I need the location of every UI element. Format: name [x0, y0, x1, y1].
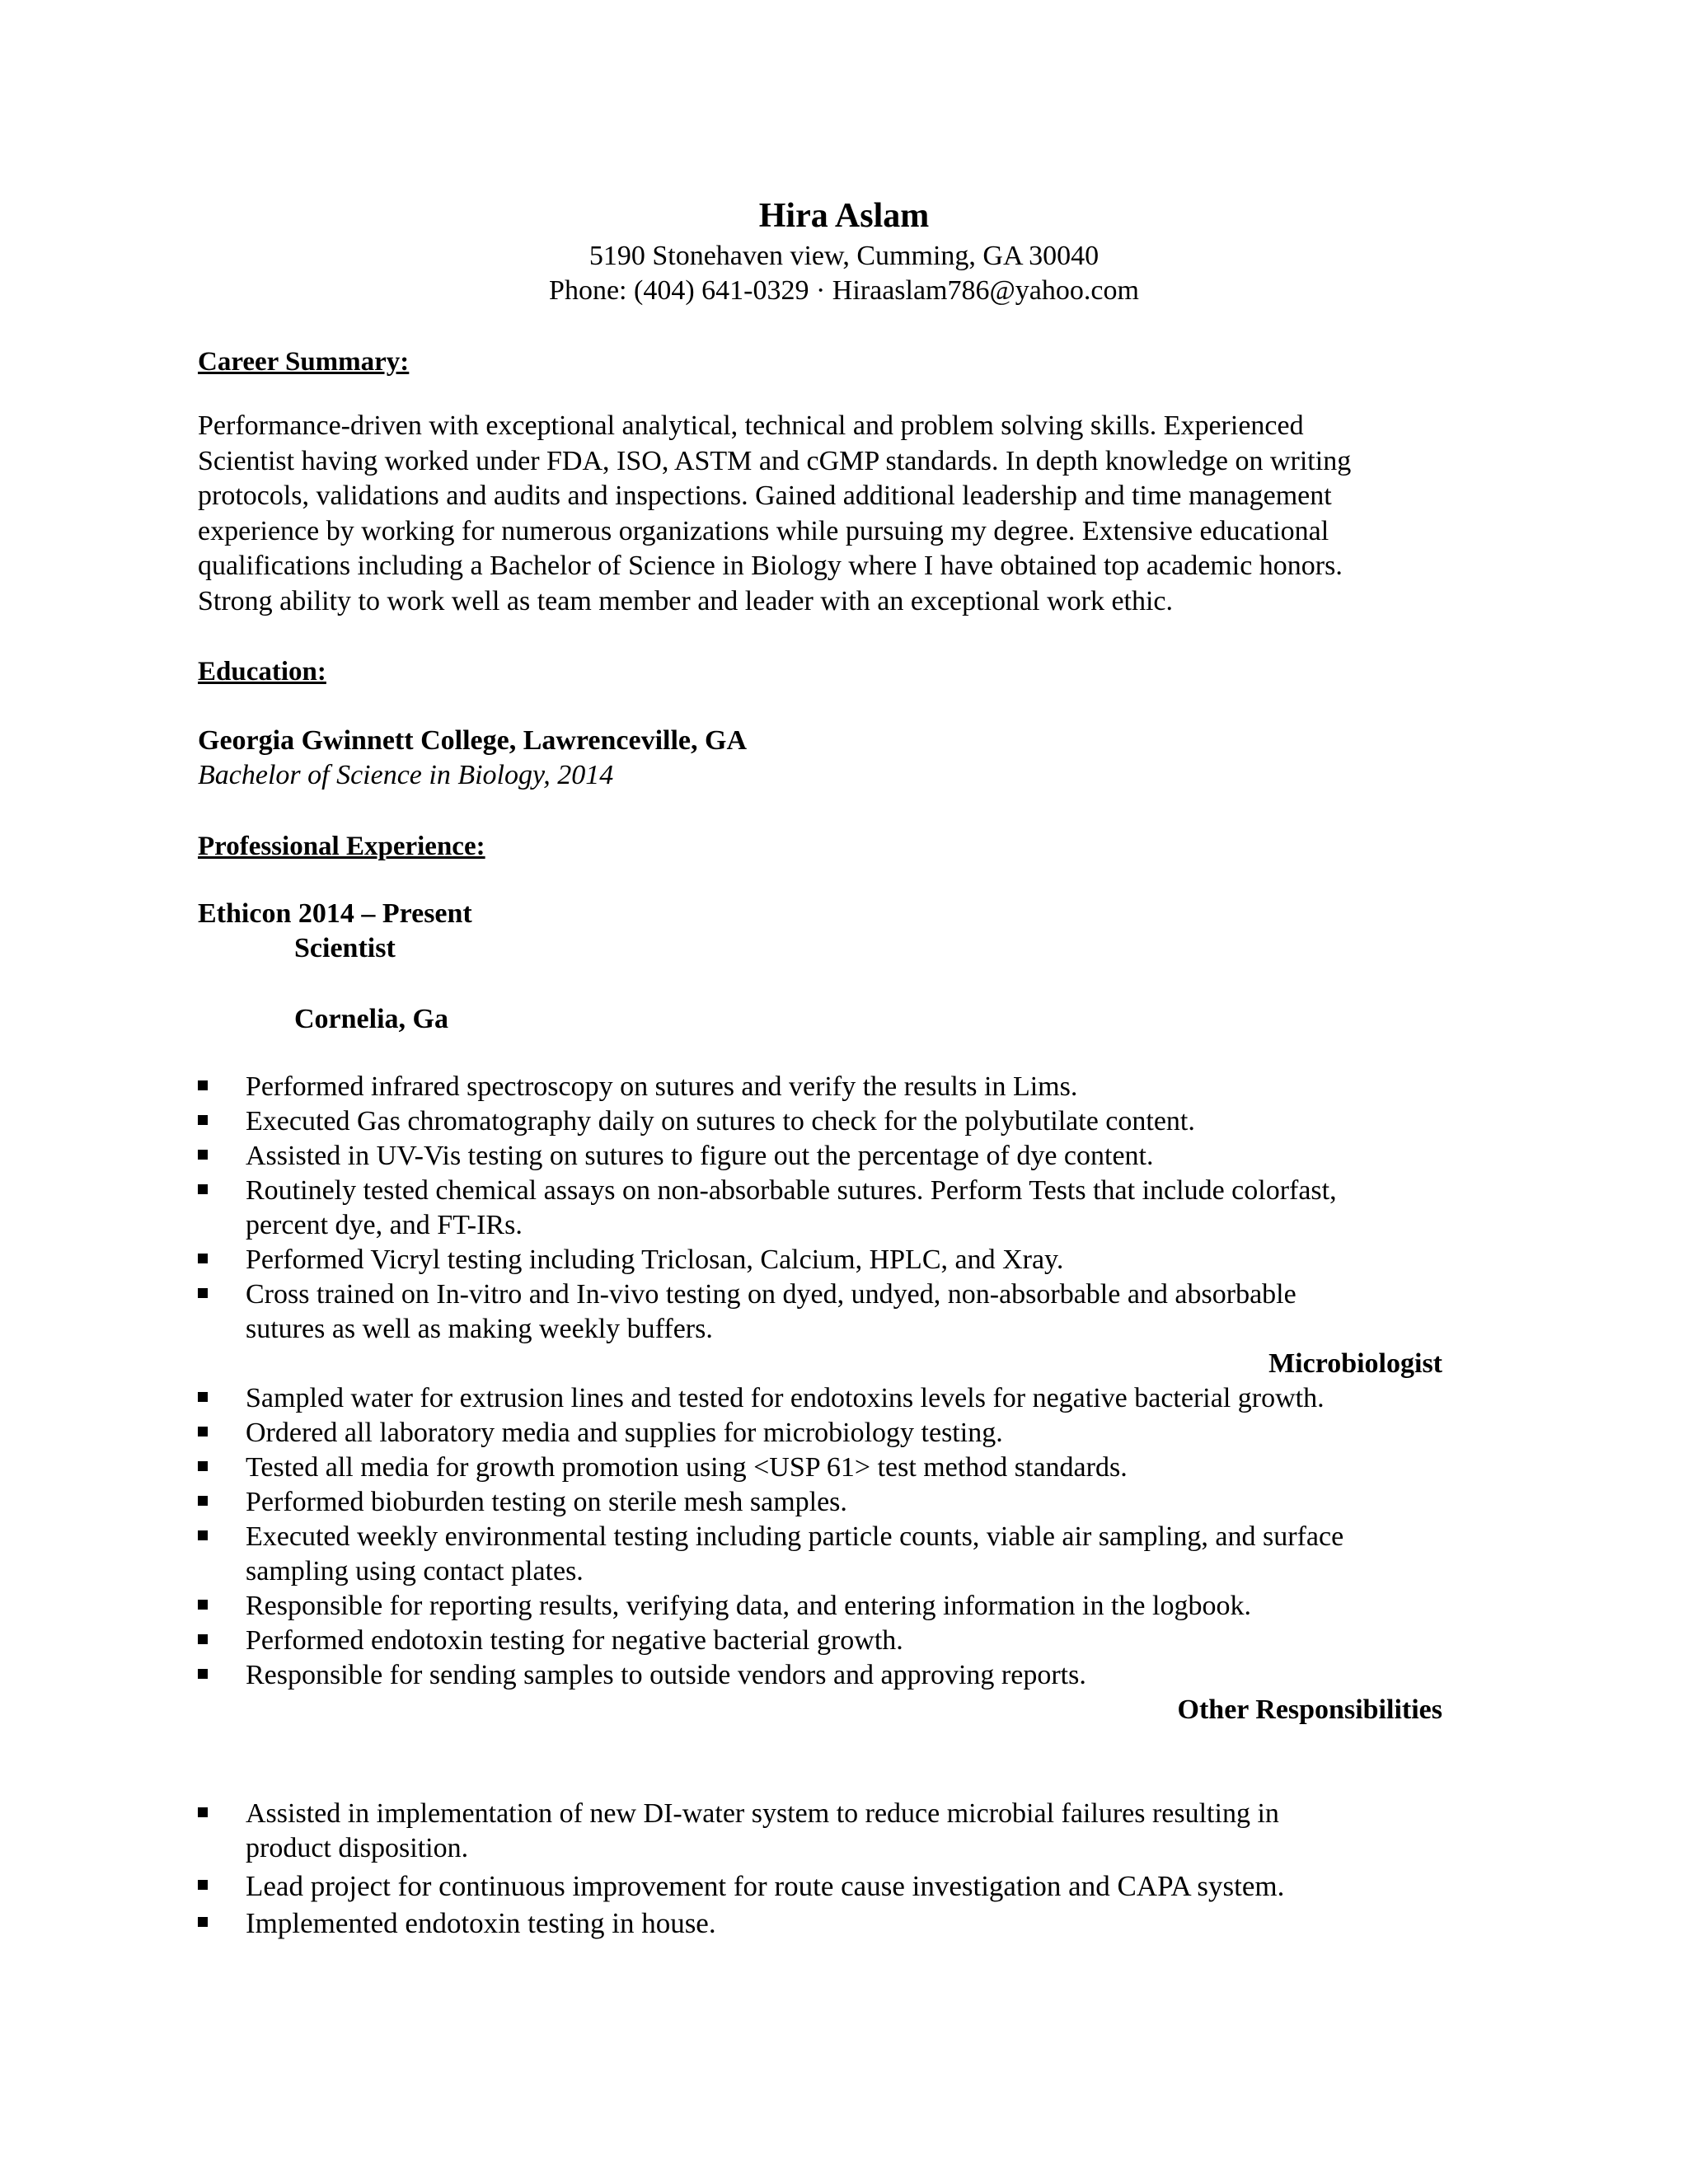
list-item: Responsible for sending samples to outside vendors and approving reports.: [198, 1658, 1484, 1693]
square-bullet-icon: [198, 1530, 208, 1540]
list-item: Lead project for continuous improvement for route cause investigation and CAPA system.: [198, 1868, 1484, 1905]
experience-heading: Professional Experience:: [198, 832, 485, 861]
square-bullet-icon: [198, 1115, 208, 1125]
employer-line: Ethicon 2014 – Present: [198, 898, 472, 929]
list-item: Executed weekly environmental testing including particle counts, viable air sampling, and surface sampling using contact plates.: [198, 1520, 1484, 1589]
summary-line: Performance-driven with exceptional analytical, technical and problem solving skills. Experienced: [198, 410, 1304, 441]
list-item: Responsible for reporting results, verifying data, and entering information in the logbook.: [198, 1589, 1484, 1624]
square-bullet-icon: [198, 1080, 208, 1090]
square-bullet-icon: [198, 1600, 208, 1610]
square-bullet-icon: [198, 1880, 208, 1890]
square-bullet-icon: [198, 1150, 208, 1160]
list-item: Executed Gas chromatography daily on sutures to check for the polybutilate content.: [198, 1104, 1484, 1139]
square-bullet-icon: [198, 1427, 208, 1436]
square-bullet-icon: [198, 1461, 208, 1471]
other-responsibilities-list: [198, 1797, 1484, 1866]
list-item: Performed bioburden testing on sterile mesh samples.: [198, 1485, 1484, 1520]
list-item: Routinely tested chemical assays on non-absorbable sutures. Perform Tests that include colorfast, percent dye, and FT-IRs.: [198, 1174, 1484, 1243]
career-summary-text: [198, 409, 1451, 619]
applicant-name: Hira Aslam: [758, 197, 930, 235]
square-bullet-icon: [198, 1392, 208, 1402]
square-bullet-icon: [198, 1184, 208, 1194]
list-item: Performed endotoxin testing for negative bacterial growth.: [198, 1624, 1484, 1658]
list-item: Implemented endotoxin testing in house.: [198, 1905, 1484, 1942]
square-bullet-icon: [198, 1634, 208, 1644]
square-bullet-icon: [198, 1254, 208, 1263]
square-bullet-icon: [198, 1669, 208, 1679]
list-item: Assisted in implementation of new DI-water system to reduce microbial failures resulting in product disposition.: [198, 1797, 1484, 1866]
list-item: Tested all media for growth promotion using <USP 61> test method standards.: [198, 1451, 1484, 1485]
summary-line: Strong ability to work well as team member and leader with an exceptional work ethic.: [198, 585, 1174, 616]
other-responsibilities-heading: Other Responsibilities: [1177, 1694, 1442, 1725]
list-item: Sampled water for extrusion lines and tested for endotoxins levels for negative bacterial growth.: [198, 1381, 1484, 1416]
list-item: Assisted in UV-Vis testing on sutures to figure out the percentage of dye content.: [198, 1139, 1484, 1174]
other-responsibilities-list-continued: [198, 1868, 1484, 1942]
microbiologist-heading: Microbiologist: [1268, 1348, 1442, 1379]
summary-line: protocols, validations and audits and inspections. Gained additional leadership and time management: [198, 480, 1332, 511]
address-line: 5190 Stonehaven view, Cumming, GA 30040: [588, 241, 1100, 271]
square-bullet-icon: [198, 1288, 208, 1298]
contact-line: Phone: (404) 641-0329 · Hiraaslam786@yahoo.com: [549, 275, 1139, 306]
summary-line: Scientist having worked under FDA, ISO, ASTM and cGMP standards. In depth knowledge on writing: [198, 445, 1352, 476]
summary-line: qualifications including a Bachelor of Science in Biology where I have obtained top academic honors.: [198, 551, 1343, 581]
microbiologist-bullet-list: [198, 1381, 1484, 1693]
education-heading: Education:: [198, 657, 326, 687]
career-summary-heading: Career Summary:: [198, 347, 410, 377]
scientist-bullet-list: [198, 1070, 1484, 1347]
list-item: Performed Vicryl testing including Triclosan, Calcium, HPLC, and Xray.: [198, 1243, 1484, 1277]
education-degree: Bachelor of Science in Biology, 2014: [198, 760, 614, 790]
list-item: Ordered all laboratory media and supplies for microbiology testing.: [198, 1416, 1484, 1451]
square-bullet-icon: [198, 1496, 208, 1506]
job-title: Scientist: [294, 933, 396, 963]
list-item: Performed infrared spectroscopy on sutures and verify the results in Lims.: [198, 1070, 1484, 1104]
square-bullet-icon: [198, 1917, 208, 1927]
education-school: Georgia Gwinnett College, Lawrenceville, GA: [198, 725, 748, 756]
summary-line: experience by working for numerous organizations while pursuing my degree. Extensive educational: [198, 515, 1329, 546]
square-bullet-icon: [198, 1807, 208, 1817]
job-location: Cornelia, Ga: [294, 1004, 448, 1034]
list-item: Cross trained on In-vitro and In-vivo testing on dyed, undyed, non-absorbable and absorbable sutures as well as making weekly buffers.: [198, 1277, 1484, 1347]
